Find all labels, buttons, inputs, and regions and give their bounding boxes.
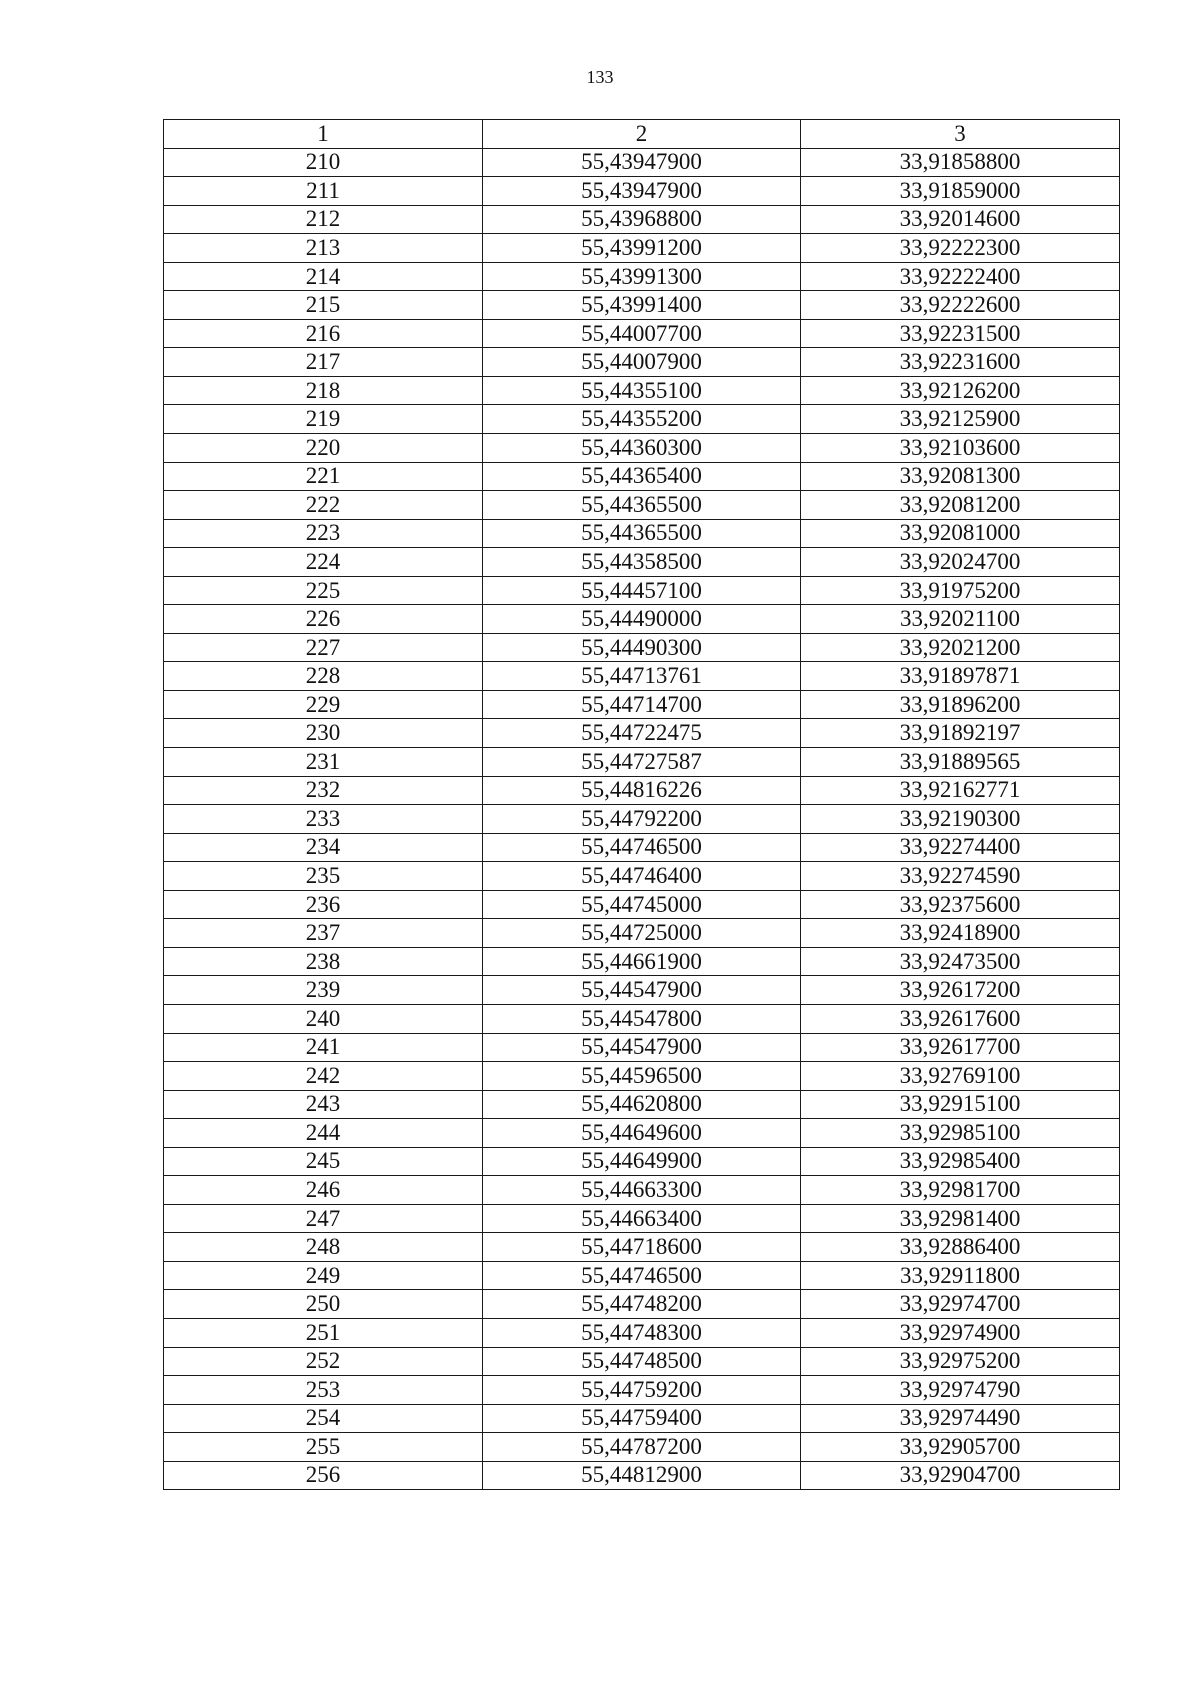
table-row [164, 1461, 1120, 1490]
table-row [164, 491, 1120, 520]
longitude-cell: 33,92024700 [801, 548, 1120, 577]
latitude-cell: 55,44748500 [483, 1347, 801, 1376]
longitude-cell: 33,92911800 [801, 1261, 1120, 1290]
latitude-cell: 55,43991300 [483, 262, 801, 291]
table-row [164, 348, 1120, 377]
latitude-cell: 55,44816226 [483, 776, 801, 805]
latitude-cell: 55,44596500 [483, 1062, 801, 1091]
table-row [164, 376, 1120, 405]
table-row [164, 833, 1120, 862]
longitude-cell: 33,91897871 [801, 662, 1120, 691]
table-body [164, 148, 1120, 1490]
point-number-cell: 250 [164, 1290, 483, 1319]
page-number: 133 [586, 67, 614, 87]
table-row [164, 434, 1120, 463]
latitude-cell: 55,44365400 [483, 462, 801, 491]
longitude-cell: 33,92418900 [801, 919, 1120, 948]
table-row [164, 319, 1120, 348]
point-number-cell: 246 [164, 1176, 483, 1205]
table-row [164, 1090, 1120, 1119]
point-number-cell: 224 [164, 548, 483, 577]
longitude-cell: 33,92081200 [801, 491, 1120, 520]
latitude-cell: 55,44746500 [483, 1261, 801, 1290]
table-row [164, 633, 1120, 662]
column-header-3: 3 [801, 120, 1120, 149]
table-row [164, 805, 1120, 834]
longitude-cell: 33,91889565 [801, 748, 1120, 777]
table-header-row [164, 120, 1120, 149]
table-row [164, 205, 1120, 234]
point-number-cell: 218 [164, 376, 483, 405]
table-row [164, 1233, 1120, 1262]
table-row [164, 1204, 1120, 1233]
column-header-2: 2 [483, 120, 801, 149]
longitude-cell: 33,92190300 [801, 805, 1120, 834]
point-number-cell: 222 [164, 491, 483, 520]
table-row [164, 1004, 1120, 1033]
longitude-cell: 33,92274400 [801, 833, 1120, 862]
point-number-cell: 245 [164, 1147, 483, 1176]
latitude-cell: 55,44490300 [483, 633, 801, 662]
longitude-cell: 33,92974490 [801, 1404, 1120, 1433]
point-number-cell: 238 [164, 947, 483, 976]
point-number-cell: 254 [164, 1404, 483, 1433]
point-number-cell: 243 [164, 1090, 483, 1119]
latitude-cell: 55,44746400 [483, 862, 801, 891]
longitude-cell: 33,92981400 [801, 1204, 1120, 1233]
table-row [164, 776, 1120, 805]
point-number-cell: 253 [164, 1376, 483, 1405]
point-number-cell: 231 [164, 748, 483, 777]
latitude-cell: 55,44649600 [483, 1119, 801, 1148]
point-number-cell: 247 [164, 1204, 483, 1233]
point-number-cell: 219 [164, 405, 483, 434]
coordinates-table [163, 119, 1120, 1490]
point-number-cell: 244 [164, 1119, 483, 1148]
point-number-cell: 233 [164, 805, 483, 834]
table-row [164, 148, 1120, 177]
longitude-cell: 33,92081300 [801, 462, 1120, 491]
table-row [164, 462, 1120, 491]
point-number-cell: 213 [164, 234, 483, 263]
latitude-cell: 55,44759400 [483, 1404, 801, 1433]
longitude-cell: 33,92617600 [801, 1004, 1120, 1033]
table-row [164, 291, 1120, 320]
table-row [164, 862, 1120, 891]
latitude-cell: 55,43991200 [483, 234, 801, 263]
point-number-cell: 217 [164, 348, 483, 377]
latitude-cell: 55,43947900 [483, 148, 801, 177]
longitude-cell: 33,92103600 [801, 434, 1120, 463]
table-row [164, 1261, 1120, 1290]
table-row [164, 1176, 1120, 1205]
point-number-cell: 216 [164, 319, 483, 348]
latitude-cell: 55,44745000 [483, 890, 801, 919]
point-number-cell: 251 [164, 1318, 483, 1347]
point-number-cell: 236 [164, 890, 483, 919]
longitude-cell: 33,91858800 [801, 148, 1120, 177]
longitude-cell: 33,92974900 [801, 1318, 1120, 1347]
longitude-cell: 33,92021100 [801, 605, 1120, 634]
table-row [164, 976, 1120, 1005]
table-row [164, 576, 1120, 605]
longitude-cell: 33,91896200 [801, 690, 1120, 719]
point-number-cell: 212 [164, 205, 483, 234]
point-number-cell: 249 [164, 1261, 483, 1290]
table-row [164, 1147, 1120, 1176]
point-number-cell: 237 [164, 919, 483, 948]
longitude-cell: 33,92886400 [801, 1233, 1120, 1262]
longitude-cell: 33,91859000 [801, 177, 1120, 206]
table-row [164, 1290, 1120, 1319]
point-number-cell: 242 [164, 1062, 483, 1091]
table-row [164, 1404, 1120, 1433]
latitude-cell: 55,44355200 [483, 405, 801, 434]
longitude-cell: 33,92975200 [801, 1347, 1120, 1376]
longitude-cell: 33,92915100 [801, 1090, 1120, 1119]
point-number-cell: 230 [164, 719, 483, 748]
point-number-cell: 223 [164, 519, 483, 548]
table-row [164, 1433, 1120, 1462]
longitude-cell: 33,92985100 [801, 1119, 1120, 1148]
latitude-cell: 55,44748200 [483, 1290, 801, 1319]
latitude-cell: 55,44663300 [483, 1176, 801, 1205]
longitude-cell: 33,92231500 [801, 319, 1120, 348]
table-row [164, 1119, 1120, 1148]
longitude-cell: 33,92904700 [801, 1461, 1120, 1490]
latitude-cell: 55,44725000 [483, 919, 801, 948]
longitude-cell: 33,92905700 [801, 1433, 1120, 1462]
latitude-cell: 55,44360300 [483, 434, 801, 463]
longitude-cell: 33,92222300 [801, 234, 1120, 263]
latitude-cell: 55,44007900 [483, 348, 801, 377]
latitude-cell: 55,44663400 [483, 1204, 801, 1233]
table-row [164, 177, 1120, 206]
longitude-cell: 33,92162771 [801, 776, 1120, 805]
point-number-cell: 234 [164, 833, 483, 862]
longitude-cell: 33,92769100 [801, 1062, 1120, 1091]
longitude-cell: 33,92125900 [801, 405, 1120, 434]
table-row [164, 662, 1120, 691]
longitude-cell: 33,92617200 [801, 976, 1120, 1005]
latitude-cell: 55,44365500 [483, 491, 801, 520]
longitude-cell: 33,91892197 [801, 719, 1120, 748]
table-row [164, 1376, 1120, 1405]
latitude-cell: 55,43968800 [483, 205, 801, 234]
latitude-cell: 55,44722475 [483, 719, 801, 748]
longitude-cell: 33,92021200 [801, 633, 1120, 662]
longitude-cell: 33,92985400 [801, 1147, 1120, 1176]
latitude-cell: 55,44727587 [483, 748, 801, 777]
point-number-cell: 215 [164, 291, 483, 320]
latitude-cell: 55,44007700 [483, 319, 801, 348]
longitude-cell: 33,92222400 [801, 262, 1120, 291]
longitude-cell: 33,92274590 [801, 862, 1120, 891]
latitude-cell: 55,44358500 [483, 548, 801, 577]
table-row [164, 548, 1120, 577]
point-number-cell: 210 [164, 148, 483, 177]
point-number-cell: 220 [164, 434, 483, 463]
point-number-cell: 232 [164, 776, 483, 805]
point-number-cell: 241 [164, 1033, 483, 1062]
latitude-cell: 55,44457100 [483, 576, 801, 605]
longitude-cell: 33,92981700 [801, 1176, 1120, 1205]
latitude-cell: 55,44746500 [483, 833, 801, 862]
latitude-cell: 55,44713761 [483, 662, 801, 691]
latitude-cell: 55,44718600 [483, 1233, 801, 1262]
longitude-cell: 33,92974790 [801, 1376, 1120, 1405]
longitude-cell: 33,92081000 [801, 519, 1120, 548]
latitude-cell: 55,44620800 [483, 1090, 801, 1119]
latitude-cell: 55,43947900 [483, 177, 801, 206]
longitude-cell: 33,92014600 [801, 205, 1120, 234]
latitude-cell: 55,44787200 [483, 1433, 801, 1462]
table-row [164, 748, 1120, 777]
point-number-cell: 225 [164, 576, 483, 605]
point-number-cell: 256 [164, 1461, 483, 1490]
point-number-cell: 214 [164, 262, 483, 291]
latitude-cell: 55,44547800 [483, 1004, 801, 1033]
table-row [164, 1318, 1120, 1347]
point-number-cell: 229 [164, 690, 483, 719]
latitude-cell: 55,44649900 [483, 1147, 801, 1176]
latitude-cell: 55,44661900 [483, 947, 801, 976]
point-number-cell: 227 [164, 633, 483, 662]
table-row [164, 405, 1120, 434]
point-number-cell: 228 [164, 662, 483, 691]
point-number-cell: 235 [164, 862, 483, 891]
table-row [164, 234, 1120, 263]
latitude-cell: 55,44759200 [483, 1376, 801, 1405]
point-number-cell: 221 [164, 462, 483, 491]
column-header-1: 1 [164, 120, 483, 149]
latitude-cell: 55,44547900 [483, 976, 801, 1005]
longitude-cell: 33,91975200 [801, 576, 1120, 605]
point-number-cell: 239 [164, 976, 483, 1005]
latitude-cell: 55,44748300 [483, 1318, 801, 1347]
table-row [164, 1062, 1120, 1091]
longitude-cell: 33,92974700 [801, 1290, 1120, 1319]
point-number-cell: 240 [164, 1004, 483, 1033]
point-number-cell: 252 [164, 1347, 483, 1376]
latitude-cell: 55,44792200 [483, 805, 801, 834]
longitude-cell: 33,92473500 [801, 947, 1120, 976]
longitude-cell: 33,92375600 [801, 890, 1120, 919]
table-row [164, 1347, 1120, 1376]
table-row [164, 719, 1120, 748]
longitude-cell: 33,92126200 [801, 376, 1120, 405]
table-row [164, 890, 1120, 919]
latitude-cell: 55,44547900 [483, 1033, 801, 1062]
latitude-cell: 55,44812900 [483, 1461, 801, 1490]
point-number-cell: 211 [164, 177, 483, 206]
latitude-cell: 55,44365500 [483, 519, 801, 548]
table-row [164, 605, 1120, 634]
point-number-cell: 226 [164, 605, 483, 634]
table-row [164, 262, 1120, 291]
table-row [164, 1033, 1120, 1062]
table-row [164, 947, 1120, 976]
latitude-cell: 55,43991400 [483, 291, 801, 320]
point-number-cell: 255 [164, 1433, 483, 1462]
longitude-cell: 33,92222600 [801, 291, 1120, 320]
table-row [164, 919, 1120, 948]
longitude-cell: 33,92231600 [801, 348, 1120, 377]
latitude-cell: 55,44714700 [483, 690, 801, 719]
table-row [164, 690, 1120, 719]
latitude-cell: 55,44490000 [483, 605, 801, 634]
table-row [164, 519, 1120, 548]
latitude-cell: 55,44355100 [483, 376, 801, 405]
longitude-cell: 33,92617700 [801, 1033, 1120, 1062]
point-number-cell: 248 [164, 1233, 483, 1262]
